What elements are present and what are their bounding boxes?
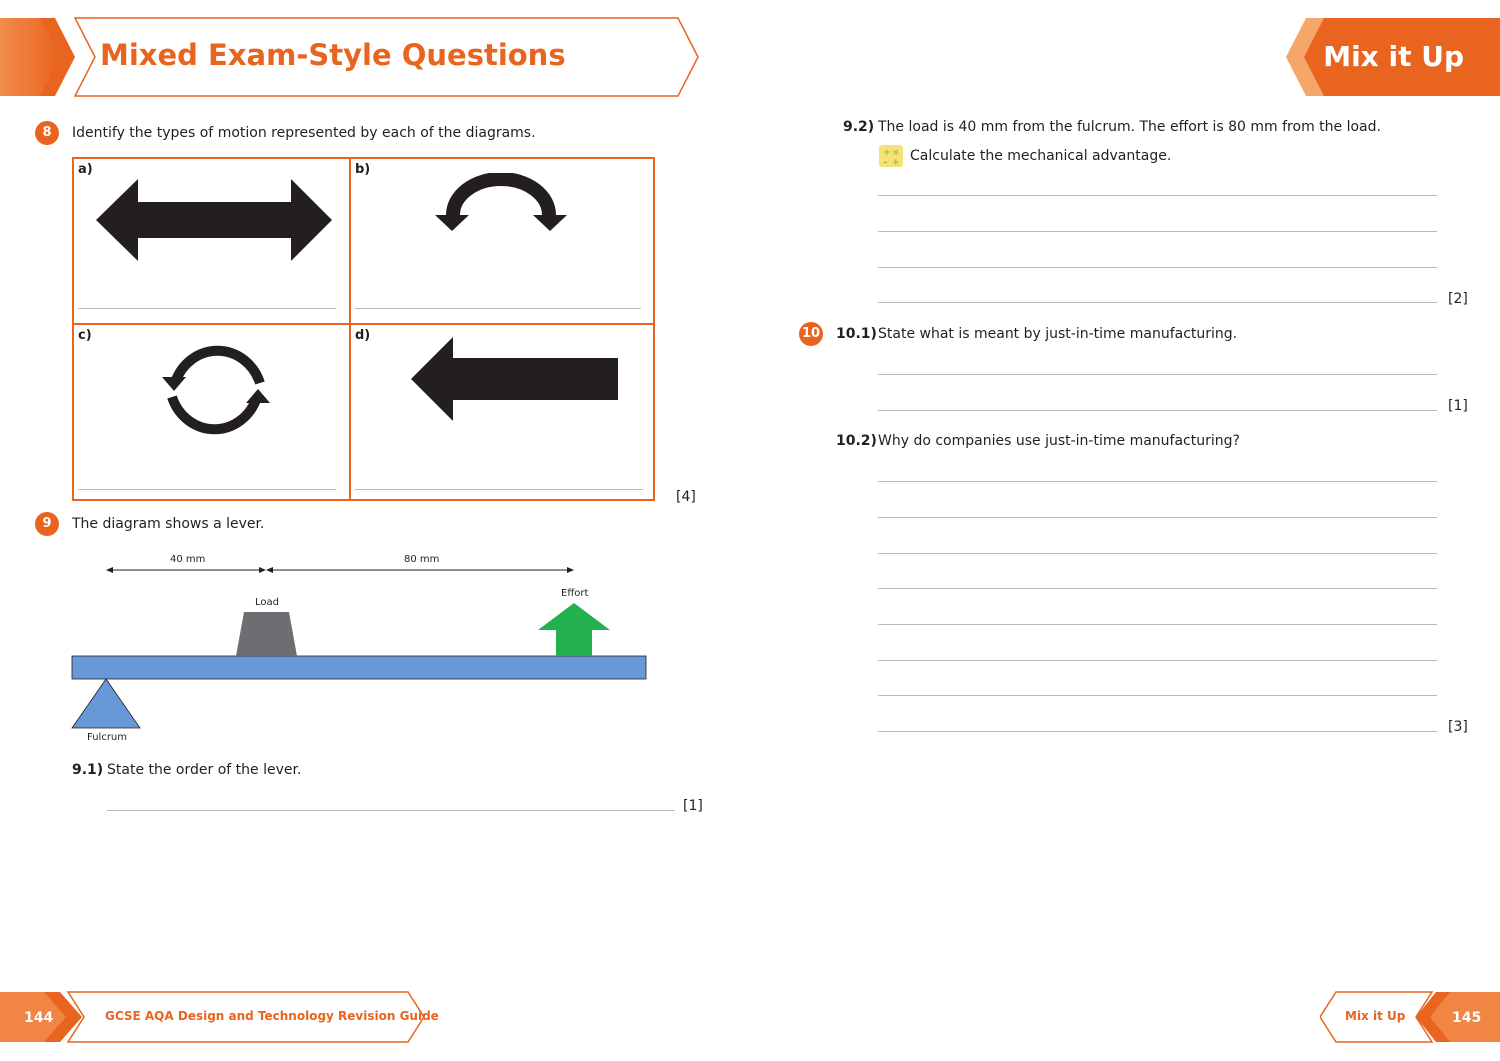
page-number-left: 144 (24, 1010, 54, 1026)
question-9-1-text: State the order of the lever. (107, 762, 302, 778)
question-10-1-number: 10.1) (836, 326, 877, 342)
dimension-80mm: 80 mm (404, 554, 440, 565)
answer-line-10-2-c[interactable] (878, 553, 1437, 554)
lever-diagram (68, 550, 652, 750)
marks-q10-2: [3] (1448, 719, 1468, 735)
question-10-1-text: State what is meant by just-in-time manufacturing. (878, 326, 1238, 342)
lever-beam (72, 656, 646, 679)
question-number-10: 10 (799, 322, 823, 346)
section-title: Mix it Up (1323, 40, 1464, 73)
effort-label: Effort (561, 588, 589, 599)
question-9-2-number: 9.2) (843, 119, 875, 135)
fulcrum-triangle (72, 679, 140, 728)
svg-text:×: × (892, 148, 900, 158)
dimension-40mm: 40 mm (170, 554, 206, 565)
answer-line-9-2-a[interactable] (878, 195, 1437, 196)
page-title: Mixed Exam-Style Questions (100, 38, 566, 72)
question-9-1-number: 9.1) (72, 762, 104, 778)
marks-q9-2: [2] (1448, 291, 1468, 307)
footer-section-label: Mix it Up (1345, 1009, 1406, 1023)
cell-label-a: a) (78, 162, 93, 177)
motion-diagram-grid (72, 157, 655, 501)
answer-line-10-2-a[interactable] (878, 481, 1437, 482)
motion-cell-c (74, 325, 349, 499)
question-9-text: The diagram shows a lever. (72, 516, 265, 532)
left-arrow-icon (409, 335, 621, 423)
marks-q10-1: [1] (1448, 398, 1468, 414)
page-number-right: 145 (1452, 1010, 1482, 1026)
double-arrow-icon (96, 177, 334, 263)
marks-q9-1: [1] (683, 798, 703, 814)
marks-q8: [4] (676, 489, 696, 505)
answer-line-9-2-d[interactable] (878, 302, 1437, 303)
book-title: GCSE AQA Design and Technology Revision Guide (105, 1009, 439, 1023)
effort-arrow (538, 603, 610, 656)
motion-cell-b (351, 159, 653, 323)
question-9-2-text: The load is 40 mm from the fulcrum. The effort is 80 mm from the load. (878, 119, 1381, 135)
answer-line-9-2-c[interactable] (878, 267, 1437, 268)
answer-line-9-2-b[interactable] (878, 231, 1437, 232)
answer-line-10-2-g[interactable] (878, 695, 1437, 696)
answer-line-10-2-f[interactable] (878, 660, 1437, 661)
answer-line-a[interactable] (78, 308, 336, 309)
answer-line-10-2-h[interactable] (878, 731, 1437, 732)
answer-line-b[interactable] (355, 308, 641, 309)
question-10-2-number: 10.2) (836, 433, 877, 449)
calculator-icon (878, 143, 904, 169)
question-number-8: 8 (35, 121, 59, 145)
load-label: Load (255, 597, 279, 608)
question-8-text: Identify the types of motion represented by each of the diagrams. (72, 125, 536, 141)
answer-line-c[interactable] (78, 489, 336, 490)
svg-text:+: + (883, 148, 891, 158)
load-block (236, 612, 297, 656)
rotary-arrows-icon (160, 337, 272, 443)
answer-line-10-1-a[interactable] (878, 374, 1437, 375)
cell-label-b: b) (355, 162, 371, 177)
question-number-9: 9 (35, 512, 59, 536)
question-10-2-text: Why do companies use just-in-time manufacturing? (878, 433, 1240, 449)
svg-text:+: + (892, 158, 900, 168)
cell-label-c: c) (78, 328, 92, 343)
fulcrum-label: Fulcrum (87, 732, 128, 743)
cell-label-d: d) (355, 328, 371, 343)
answer-line-d[interactable] (355, 489, 643, 490)
answer-line-10-2-d[interactable] (878, 588, 1437, 589)
answer-line-10-2-e[interactable] (878, 624, 1437, 625)
answer-line-10-1-b[interactable] (878, 410, 1437, 411)
answer-line-10-2-b[interactable] (878, 517, 1437, 518)
answer-line-9-1[interactable] (107, 810, 675, 811)
oscillating-arrow-icon (433, 173, 569, 235)
motion-cell-a (74, 159, 349, 323)
motion-cell-d (351, 325, 653, 499)
question-9-2-calc: Calculate the mechanical advantage. (910, 148, 1172, 164)
svg-text:–: – (883, 158, 888, 168)
